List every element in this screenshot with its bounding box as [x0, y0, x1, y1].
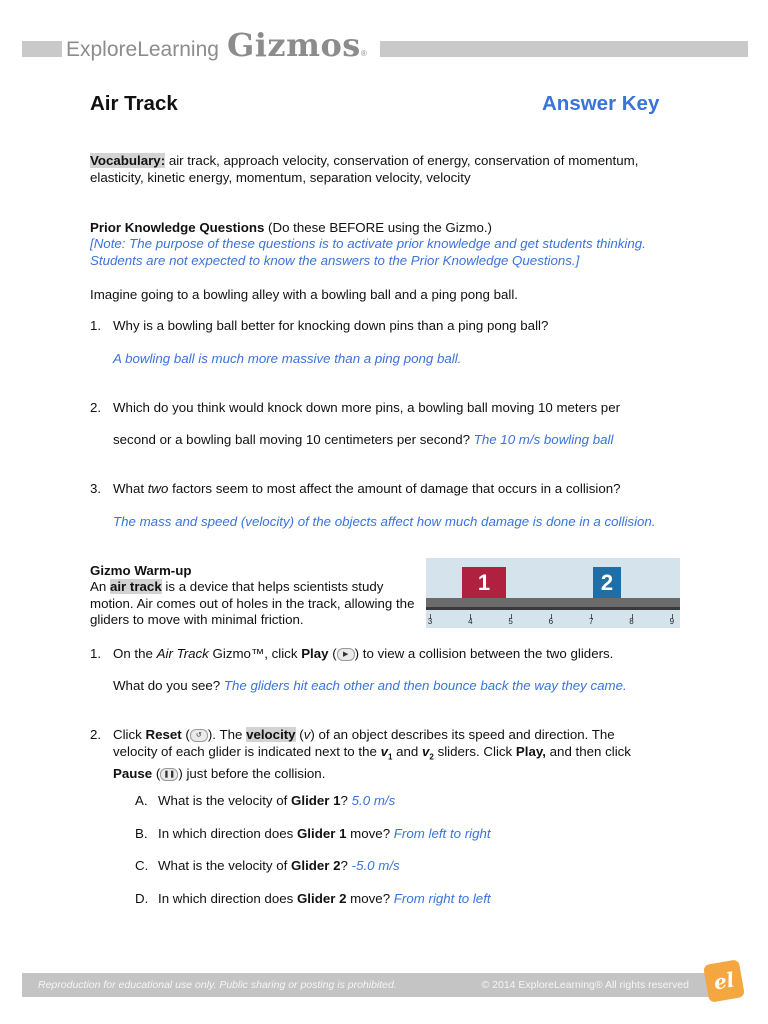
- prior-question-2-line2: [113, 432, 673, 449]
- sub-answer: -5.0 m/s: [351, 858, 400, 873]
- prior-answer-3: The mass and speed (velocity) of the objects affect how much damage is done in a collision.: [113, 514, 656, 529]
- prior-q2-line2: second or a bowling ball moving 10 centimeters per second?: [113, 432, 474, 447]
- prior-heading-note: (Do these BEFORE using the Gizmo.): [264, 220, 492, 235]
- glider-1: 1: [462, 567, 506, 598]
- warmup-q1-pre: On the: [113, 646, 157, 661]
- sub-pre: What is the velocity of: [158, 858, 292, 873]
- footer-copyright: © 2014 ExploreLearning® All rights reserved: [481, 979, 689, 991]
- warmup-see-line: [113, 678, 673, 695]
- prior-note: [Note: The purpose of these questions is to activate prior knowledge and get students thinking. Students are not expected to know the answers to the Prior Knowledge Questions.]: [90, 236, 646, 268]
- warmup-answer-1: The gliders hit each other and then bounce back the way they came.: [223, 678, 627, 693]
- sub-answer: From left to right: [393, 826, 491, 841]
- sub-question: [135, 793, 695, 810]
- sub-question: [135, 891, 695, 908]
- scale-tick-label: 3: [427, 617, 433, 626]
- sub-answer: 5.0 m/s: [351, 793, 396, 808]
- warmup-q1-mid: Gizmo™, click: [208, 646, 302, 661]
- velocity-term: velocity: [246, 727, 296, 742]
- header-bar-right: [380, 41, 748, 57]
- scale-tick-label: 4: [468, 617, 473, 626]
- brand-gizmos: Gizmos: [226, 26, 361, 64]
- warmup-q2-play: Play,: [515, 743, 546, 759]
- sub-bold: Glider 2: [296, 891, 347, 906]
- prior-answer-2: The 10 m/s bowling ball: [473, 432, 614, 447]
- v2-subscript: 2: [429, 752, 434, 762]
- v1-subscript: 1: [387, 752, 393, 762]
- warmup-q2-rest4: just before the collision.: [182, 765, 326, 781]
- warmup-paragraph: [90, 579, 415, 629]
- sub-letter: C.: [135, 858, 149, 873]
- sub-letter: D.: [135, 891, 149, 906]
- warmup-question-1: 1. On the Air Track Gizmo™, click Play ( ▶ ) to view a collision between the two gliders.: [90, 646, 614, 661]
- answer-key-label: Answer Key: [542, 92, 660, 115]
- page-title: Air Track: [90, 92, 178, 115]
- prior-q3-em: two: [147, 481, 169, 496]
- sub-post: ?: [340, 793, 352, 808]
- scale-tick-label: 6: [548, 617, 554, 626]
- prior-q3-pre: What: [113, 481, 148, 496]
- prior-intro: Imagine going to a bowling alley with a bowling ball and a ping pong ball.: [90, 287, 519, 302]
- warmup-q2-v: v: [303, 727, 311, 742]
- warmup-q2-and: and: [392, 743, 423, 759]
- warmup-q1-see: What do you see?: [113, 678, 224, 693]
- prior-answer-1: A bowling ball is much more massive than a ping pong ball.: [113, 351, 462, 366]
- v2-symbol: v: [422, 743, 430, 759]
- sub-pre: What is the velocity of: [158, 793, 292, 808]
- vocabulary-text: air track, approach velocity, conservation of energy, conservation of momentum, elasticity, kinetic energy, momentum, separation velocity, velocity: [90, 153, 639, 185]
- warmup-q2-pause: Pause: [113, 765, 153, 781]
- sub-pre: In which direction does: [158, 826, 297, 841]
- sub-bold: Glider 1: [296, 826, 347, 841]
- warmup-q2-mid: . The: [212, 727, 247, 742]
- warmup-question-2: 2. Click Reset ( ↺ ). The velocity (v) of an object describes its speed and direction. The velocity of each glider is indicated next to the $v_1$ and $v_2$ sliders. Click Play, and then click Pause ( ❚❚ ) just before the collision.: [90, 727, 631, 781]
- glider-2: 2: [593, 567, 621, 598]
- scale-tick-label: 5: [508, 617, 513, 626]
- sub-post: move?: [346, 826, 394, 841]
- warmup-q2-rest3: and then click: [545, 743, 631, 759]
- air-track-image: [426, 558, 680, 628]
- sub-bold: Glider 1: [291, 793, 341, 808]
- warmup-q2-rest1: of an object describes its speed and direction. The velocity of each glider is indicated next to the: [113, 727, 615, 759]
- reset-icon: ↺: [190, 729, 208, 742]
- warmup-q1-em: Air Track: [156, 646, 209, 661]
- play-icon: ▶: [337, 648, 355, 661]
- sub-letter: B.: [135, 826, 148, 841]
- prior-question-1: 1. Why is a bowling ball better for knocking down pins than a ping pong ball?: [90, 318, 549, 333]
- header-bar-left: [22, 41, 62, 57]
- vocabulary-label: Vocabulary:: [90, 153, 166, 168]
- sub-pre: In which direction does: [158, 891, 297, 906]
- v1-symbol: v: [380, 743, 388, 759]
- scale-tick-label: 9: [669, 617, 675, 626]
- explorelearning-gizmos-logo: [66, 26, 367, 66]
- track-rail-base: [426, 607, 680, 610]
- brand-explore: ExploreLearning: [66, 38, 219, 61]
- explorelearning-el-badge: el: [703, 959, 745, 1003]
- vocabulary-paragraph: [90, 153, 690, 186]
- prior-q1-text: Why is a bowling ball better for knocking down pins than a ping pong ball?: [113, 318, 549, 333]
- registered-mark: ®: [360, 49, 367, 58]
- prior-knowledge-heading: [90, 220, 690, 237]
- warmup-q1-play: Play: [301, 646, 329, 661]
- footer-notice: Reproduction for educational use only. Public sharing or posting is prohibited.: [38, 979, 397, 991]
- warmup-p-pre: An: [90, 579, 110, 594]
- warmup-p-post: is a device that helps scientists study motion. Air comes out of holes in the track, allowing the gliders to move with minimal friction.: [90, 579, 415, 627]
- prior-q3-post: factors seem to most affect the amount of damage that occurs in a collision?: [168, 481, 621, 496]
- sub-post: move?: [346, 891, 394, 906]
- sub-letter: A.: [135, 793, 148, 808]
- prior-question-2: 2. Which do you think would knock down more pins, a bowling ball moving 10 meters per: [90, 400, 621, 415]
- warmup-q2-click: Click: [113, 727, 146, 742]
- sub-bold: Glider 2: [291, 858, 341, 873]
- warmup-q1-post: to view a collision between the two gliders.: [359, 646, 614, 661]
- footer-bar: [22, 973, 727, 997]
- sub-post: ?: [340, 858, 352, 873]
- sub-answer: From right to left: [393, 891, 491, 906]
- prior-heading: Prior Knowledge Questions: [90, 220, 265, 235]
- scale-tick-label: 8: [629, 617, 634, 626]
- sub-question: [135, 858, 695, 875]
- pause-icon: ❚❚: [160, 768, 178, 781]
- sub-question: [135, 826, 695, 843]
- track-rail: [426, 598, 680, 607]
- scale-tick-label: 7: [588, 617, 594, 626]
- warmup-heading: Gizmo Warm-up: [90, 563, 192, 578]
- air-track-term: air track: [109, 579, 162, 594]
- prior-q2-line1: Which do you think would knock down more pins, a bowling ball moving 10 meters per: [113, 400, 621, 415]
- warmup-q2-rest2: sliders. Click: [433, 743, 516, 759]
- prior-question-3: 3. What two factors seem to most affect the amount of damage that occurs in a collision?: [90, 481, 621, 496]
- warmup-q2-reset: Reset: [145, 727, 182, 742]
